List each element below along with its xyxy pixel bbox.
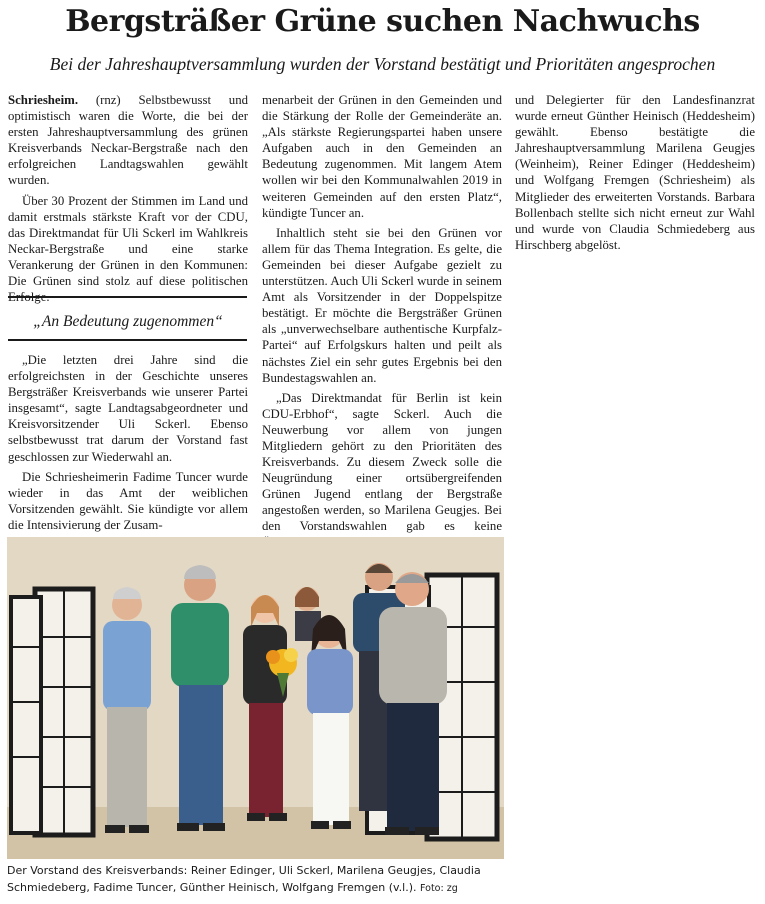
paragraph [8, 92, 248, 189]
person-7 [379, 572, 447, 835]
paragraph: „Das Direktmandat für Berlin ist kein CDU-Erbhof“, sagte Sckerl. Auch die Neuwerbung vor allem von jungen Mitgliedern gehört zu den Prioritäten des Kreisverbands. Zu diesem Zweck solle die Neugründung einer ortsübergreifenden Grünen Jugend entlang der Bergstraße angestoßen werden, so Marilena Geugjes. Bei den Vorstandswahlen gab es keine [262, 390, 502, 534]
paragraph-text: (rnz) Selbstbewusst und optimistisch waren die Worte, die bei der ersten Jahreshauptversammlung des grünen Kreisverbands Neckar-Bergstraße nach den erfolgreichen Landtagswahlen gewählt wurden. [8, 93, 248, 188]
dateline: Schriesheim. [8, 93, 79, 107]
folding-screen-left [11, 589, 93, 835]
section-rule-top [8, 296, 247, 298]
column-2 [262, 92, 502, 551]
caption-text: Der Vorstand des Kreisverbands: Reiner Edinger, Uli Sckerl, Marilena Geugjes, Claudia Schmiedeberg, Fadime Tuncer, Günther Heinisch, Wolfgang Fremgen (v.l.). [7, 864, 481, 894]
person-5 [307, 615, 353, 829]
photo-caption [7, 862, 517, 897]
subheadline: Bei der Jahreshauptversammlung wurden der Vorstand bestätigt und Prioritäten angesprochen [49, 54, 716, 74]
person-3 [243, 595, 287, 821]
paragraph: Inhaltlich steht sie bei den Grünen vor allem für das Thema Integration. Es gelte, die Gemeinden bei dieser Aufgabe gezielt zu unterstützen. Auch Uli Sckerl wurde in seinem Amt als Vorsitzender in der Doppelspitze bestätigt. Er möchte die Bergsträßer Grünen als „unverwechselbare authentische Kurpfalz-Partei“ auf Erfolgskurs halten und peilt als nächstes Ziel ein sehr gutes Ergebnis bei den Bundestagswahlen an. [262, 225, 502, 385]
crosshead: „An Bedeutung zugenommen“ [33, 313, 223, 330]
paragraph: Die Schriesheimerin Fadime Tuncer wurde wieder in das Amt der weiblichen Vorsitzenden gewählt. Sie kündigte vor allem die Intensivierung der Zusam- [8, 469, 248, 532]
photo-credit: Foto: zg [420, 883, 458, 894]
paragraph: Über 30 Prozent der Stimmen im Land und damit erstmals stärkste Kraft vor der CDU, das Direktmandat für Uli Sckerl im Wahlkreis Neckar-Bergstraße und eine starke Verankerung der Grünen in den Kommunen: Die Grünen sind stolz auf diese politischen [8, 193, 248, 289]
column-1-continued [8, 352, 248, 533]
person-2 [171, 565, 229, 831]
group-photo-illustration [7, 537, 504, 859]
column-3 [515, 92, 755, 253]
paragraph: menarbeit der Grünen in den Gemeinden und die Stärkung der Rolle der Gemeinderäte an. „Als stärkste Regierungspartei haben unsere Aufgaben auch in den Gemeinden an Bedeutung zugenommen. Mit langem Atem wollen wir bei den Kommunalwahlen 2019 in weiteren Gemeinden auf den ersten Platz“, kündigte Tuncer an. [262, 93, 502, 220]
person-1 [103, 587, 151, 833]
column-1 [8, 92, 248, 305]
paragraph: „Die letzten drei Jahre sind die erfolgreichsten in der Geschichte unseres Bergsträßer Kreisverbands wie unserer Partei insgesamt“, sagte Landtagsabgeordneter und Kreisvorsitzender Uli Sckerl. Ebenso selbstbewusst trat darum der Vorstand fast geschlossen zur Wiederwahl an. [8, 353, 248, 464]
paragraph: und Delegierter für den Landesfinanzrat wurde erneut Günther Heinisch (Heddesheim) gewählt. Ebenso bestätigte die Jahreshauptversammlung Marilena Geugjes (Weinheim), Reiner Edinger (Heddesheim) und Wolfgang Fremgen (Schriesheim) als Mitglieder des erweiterten Vorstands. Barbara Bollenbach stellte sich nicht erneut zur Wahl und wurde von Claudia Schmiedeberg aus Hirschberg abgelöst. [515, 93, 755, 252]
group-photo [7, 537, 504, 859]
section-rule-bottom [8, 339, 247, 341]
headline: Bergsträßer Grüne suchen Nachwuchs [65, 4, 700, 39]
